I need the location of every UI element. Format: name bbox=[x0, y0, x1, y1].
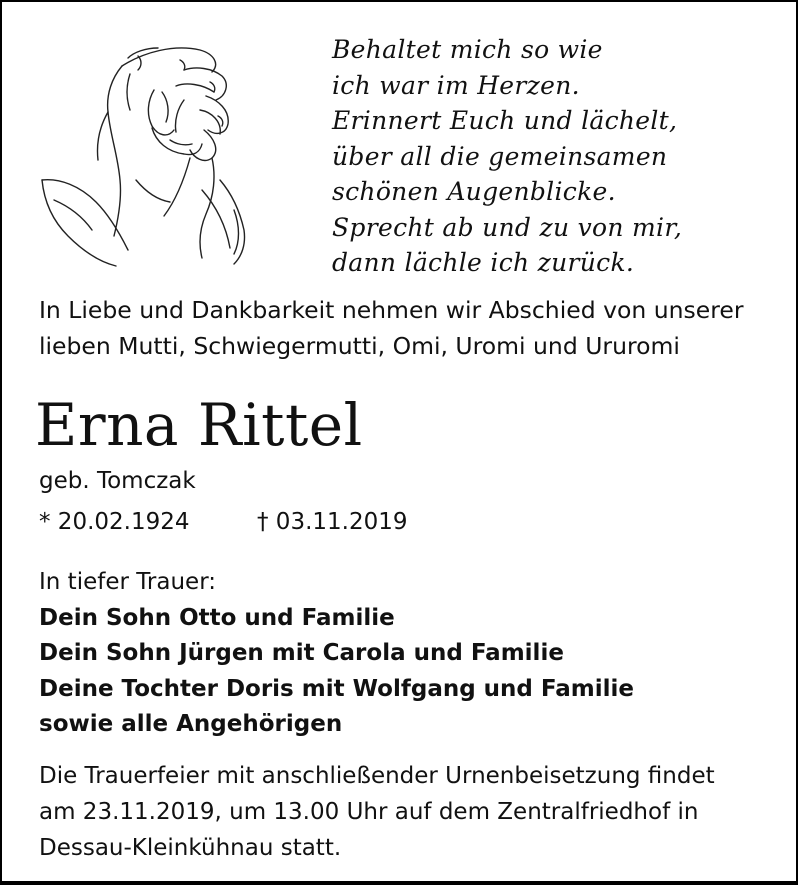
poem-line: über all die gemeinsamen bbox=[332, 141, 668, 171]
service-line: am 23.11.2019, um 13.00 Uhr auf dem Zentralfriedhof in bbox=[39, 799, 699, 825]
intro-line: lieben Mutti, Schwiegermutti, Omi, Uromi und Ururomi bbox=[39, 332, 680, 360]
praying-hands-icon bbox=[34, 30, 264, 270]
farewell-intro bbox=[39, 292, 779, 364]
poem-line: schönen Augenblicke. bbox=[332, 177, 616, 206]
poem-line: ich war im Herzen. bbox=[332, 70, 580, 100]
death-date: † 03.11.2019 bbox=[257, 509, 408, 535]
mourner-line: sowie alle Angehörigen bbox=[39, 711, 343, 737]
intro-line: In Liebe und Dankbarkeit nehmen wir Abschied von unserer bbox=[39, 296, 744, 324]
poem-line: Erinnert Euch und lächelt, bbox=[332, 106, 678, 135]
mourner-line: Dein Sohn Jürgen mit Carola und Familie bbox=[39, 640, 564, 666]
poem-verse bbox=[332, 32, 772, 281]
mourning-heading: In tiefer Trauer: bbox=[39, 569, 216, 595]
birth-date: * 20.02.1924 bbox=[39, 509, 190, 535]
mourner-line: Deine Tochter Doris mit Wolfgang und Familie bbox=[39, 675, 635, 702]
life-dates bbox=[39, 505, 408, 539]
birth-name: geb. Tomczak bbox=[39, 468, 196, 494]
poem-line: Behaltet mich so wie bbox=[332, 35, 603, 64]
service-line: Dessau-Kleinkühnau statt. bbox=[39, 835, 342, 861]
service-line: Die Trauerfeier mit anschließender Urnenbeisetzung findet bbox=[39, 763, 715, 789]
mourner-line: Dein Sohn Otto und Familie bbox=[39, 604, 395, 631]
poem-line: dann lächle ich zurück. bbox=[332, 248, 635, 277]
poem-line: Sprecht ab und zu von mir, bbox=[332, 212, 683, 242]
funeral-service-info bbox=[39, 758, 784, 866]
mourners-block bbox=[39, 565, 779, 743]
deceased-name: Erna Rittel bbox=[35, 391, 363, 459]
